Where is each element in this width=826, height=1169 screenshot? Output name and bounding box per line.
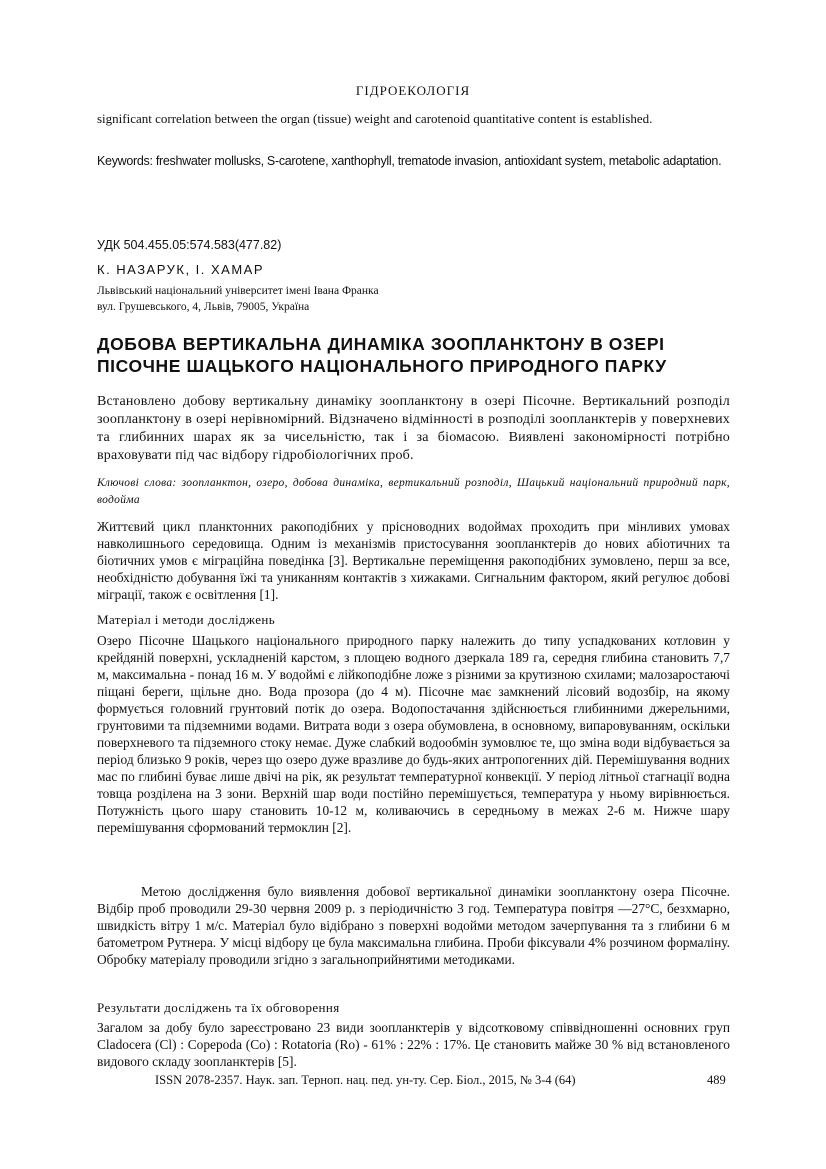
section-heading-methods: Матеріал і методи досліджень: [97, 612, 276, 627]
section-heading-results: Результати досліджень та їх обговорення: [97, 1000, 340, 1015]
article-title: [97, 333, 730, 377]
previous-abstract-tail: significant correlation between the organ (tissue) weight and carotenoid quantitative content is established.: [97, 111, 653, 126]
methods-paragraph-1: Озеро Пісочне Шацького національного природного парку належить до типу успадкованих котловин у крейдяній поверхні, ускладненій карстом, з площею водного дзеркала 189 га, середня глибина становить 7,7 м, максимальна - понад 16 м. У водоймі є лійкоподібне ложе з різними за крутизною схилами; малозаростаючі піщані береги, щільне дно. Вода прозора (до 4 м). Пісочне має замкнений лісовий водозбір, на якому формується головний грунтовий потік до озера. Водопостачання здійснюється глибинними джерельними, грунтовими та підземними водами. Витрата води з озера обумовлена, в основному, випаровуванням, оскільки поверхневого та підземного стоку немає. Дуже слабкий водообмін зумовлює те, що зміна води відбувається за період близько 9 років, через що озеро дуже вразливе до будь-яких антропогенних дій. Перемішування водних мас по глибині буває лише двічі на рік, як результат температурної конвекції. У період літньої стагнації водна товща розділена на 3 зони. Верхній шар води постійно перемішується, температура у ньому вирівнюється. Потужність цього шару становить 10-12 м, коливаючись в середньому в межах 2-6 м. Нижче шару перемішування сформований термоклин [2].: [97, 633, 730, 835]
keywords: Ключові слова: зоопланктон, озеро, добова динаміка, вертикальний розподіл, Шацький національний природний парк, водойма: [97, 477, 730, 506]
page-number: 489: [707, 1073, 726, 1087]
affiliation-address: вул. Грушевського, 4, Львів, 79005, Україна: [97, 301, 310, 313]
affiliation-university: Львівський національний університет імені Івана Франка: [97, 285, 379, 297]
methods-paragraph-2: Метою дослідження було виявлення добової вертикальної динаміки зоопланктону озера Пісочне. Відбір проб проводили 29-30 червня 2009 р. з періодичністю 3 год. Температура повітря —27°C, безхмарно, швидкість вітру 1 м/с. Матеріал було відібрано з поверхні водойми методом зачерпування та з глибини 6 м батометром Рутнера. У місці відбору це була максимальна глибина. Проби фіксували 4% розчином формаліну. Обробку матеріалу проводили згідно з загальноприйнятими методиками.: [97, 884, 730, 967]
previous-keywords: Keywords: freshwater mollusks, S-carotene, xanthophyll, trematode invasion, antioxidant system, metabolic adaptation.: [97, 154, 722, 168]
title-line-2: ПІСОЧНЕ ШАЦЬКОГО НАЦІОНАЛЬНОГО ПРИРОДНОГО ПАРКУ: [97, 356, 667, 376]
intro-paragraph: Життєвий цикл планктонних ракоподібних у прісноводних водоймах проходить при мінливих умовах навколишнього середовища. Одним із механізмів пристосування зоопланктерів до нових абіотичних та біотичних умов є міграційна поведінка [3]. Вертикальне переміщення ракоподібних зумовлено, перш за все, необхідністю добування їжі та униканням контактів з хижаками. Сигнальним фактором, який регулює добові міграції, також є освітлення [1].: [97, 519, 730, 602]
udk-code: УДК 504.455.05:574.583(477.82): [97, 238, 282, 252]
running-head: ГІДРОЕКОЛОГІЯ: [355, 83, 471, 98]
journal-citation: ISSN 2078-2357. Наук. зап. Терноп. нац. пед. ун-ту. Сер. Біол., 2015, № 3-4 (64): [155, 1073, 576, 1087]
abstract: Встановлено добову вертикальну динаміку зоопланктону в озері Пісочне. Вертикальний розподіл зоопланктону в озері нерівномірний. Відзначено відмінності в розподілі зоопланктерів у поверхневих та глибинних шарах як за чисельністю, так і за біомасою. Виявлені закономірності потрібно враховувати під час відбору гідробіологічних проб.: [97, 394, 730, 463]
results-paragraph-1: Загалом за добу було зареєстровано 23 види зоопланктерів у відсотковому співвідношенні основних груп Cladocera (Cl) : Copepoda (Co) : Rotatoria (Ro) - 61% : 22% : 17%. Це становить майже 30 % від встановленого видового складу зоопланктерів [5].: [97, 1020, 730, 1069]
affiliation: [97, 283, 730, 315]
authors: К. НАЗАРУК, І. ХАМАР: [97, 262, 265, 277]
title-line-1: ДОБОВА ВЕРТИКАЛЬНА ДИНАМІКА ЗООПЛАНКТОНУ В ОЗЕРІ: [97, 334, 665, 354]
